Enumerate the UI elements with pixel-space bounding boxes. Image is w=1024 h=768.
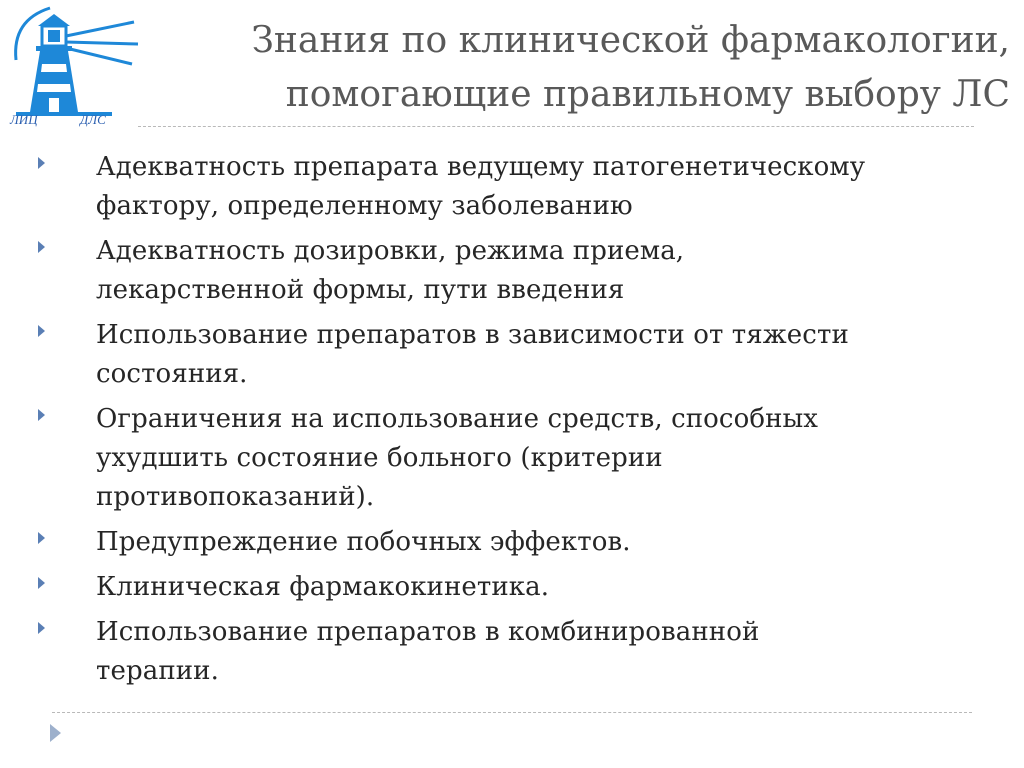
lighthouse-logo [2,0,142,132]
list-item-text: Использование препаратов в комбинированной [96,617,760,647]
bullet-list [30,148,1010,697]
list-item-text: Ограничения на использование средств, способных [96,404,819,434]
triangle-bullet-icon [38,622,45,634]
list-item [30,316,1010,394]
title-line-2: помогающие правильному выбору ЛС [285,74,1010,115]
list-item-text: ухудшить состояние больного (критерии [96,443,663,473]
list-item-text: Адекватность дозировки, режима приема, [96,236,685,266]
list-item [30,613,1010,691]
list-item-text: Клиническая фармакокинетика. [96,572,550,602]
list-item-text: Адекватность препарата ведущему патогенетическому [96,152,866,182]
logo-text-left: ЛИЦ [10,112,38,127]
triangle-bullet-icon [38,157,45,169]
list-item-text: Предупреждение побочных эффектов. [96,527,631,557]
list-item [30,523,1010,562]
footer-divider [52,712,972,713]
list-item [30,400,1010,517]
list-item-text: противопоказаний). [96,482,375,512]
slide-title [150,14,1010,122]
triangle-bullet-icon [38,325,45,337]
logo-text-right: ДЛС [80,112,106,127]
list-item-text: терапии. [96,656,219,686]
title-line-1: Знания по клинической фармакологии, [251,20,1010,61]
triangle-bullet-icon [38,409,45,421]
list-item-text: лекарственной формы, пути введения [96,275,625,305]
next-slide-arrow-icon[interactable] [50,724,61,742]
triangle-bullet-icon [38,241,45,253]
triangle-bullet-icon [38,577,45,589]
list-item [30,148,1010,226]
title-divider [138,126,974,127]
list-item [30,568,1010,607]
list-item-text: состояния. [96,359,248,389]
list-item [30,232,1010,310]
list-item-text: Использование препаратов в зависимости от тяжести [96,320,849,350]
triangle-bullet-icon [38,532,45,544]
list-item-text: фактору, определенному заболеванию [96,191,633,221]
